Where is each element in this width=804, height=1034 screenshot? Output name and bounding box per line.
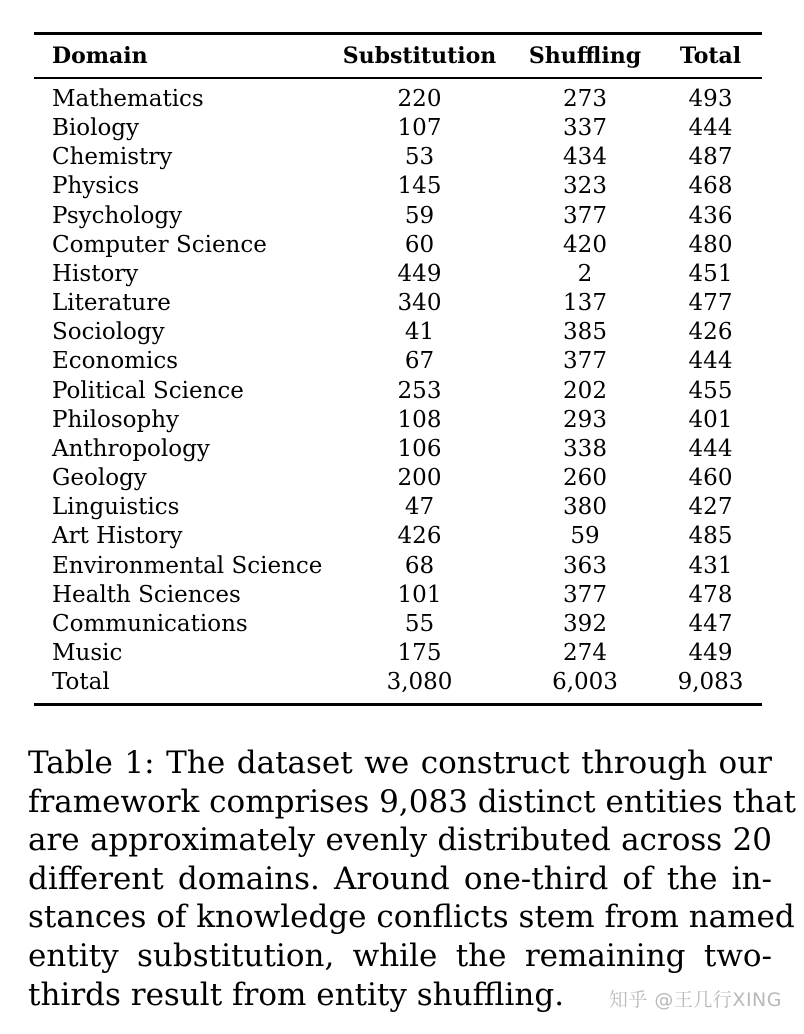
total-cell: 485 bbox=[688, 523, 733, 550]
substitution-cell: 200 bbox=[397, 465, 442, 492]
substitution-cell: 41 bbox=[404, 319, 435, 346]
table-row bbox=[34, 377, 762, 406]
table-row bbox=[34, 172, 762, 201]
total-cell: 449 bbox=[688, 639, 733, 666]
header-total: Total bbox=[679, 43, 742, 69]
domain-cell: Sociology bbox=[52, 319, 165, 346]
total-cell: 480 bbox=[688, 231, 733, 258]
shuffling-cell: 323 bbox=[563, 173, 607, 200]
total-cell: 427 bbox=[688, 494, 733, 521]
substitution-cell: 53 bbox=[404, 144, 435, 171]
table-row bbox=[34, 318, 762, 347]
substitution-cell: 107 bbox=[397, 115, 442, 142]
table-row bbox=[34, 406, 762, 435]
domain-cell: Philosophy bbox=[52, 406, 180, 433]
table-row bbox=[34, 552, 762, 581]
table-row bbox=[34, 435, 762, 464]
table-row bbox=[34, 464, 762, 493]
table-row bbox=[34, 610, 762, 639]
domain-cell: Total bbox=[52, 669, 110, 696]
table-row bbox=[34, 260, 762, 289]
table-row bbox=[34, 639, 762, 668]
shuffling-cell: 2 bbox=[577, 260, 593, 287]
shuffling-cell: 380 bbox=[563, 494, 607, 521]
substitution-cell: 253 bbox=[397, 377, 442, 404]
total-cell: 444 bbox=[688, 435, 733, 462]
shuffling-cell: 363 bbox=[563, 552, 607, 579]
substitution-cell: 3,080 bbox=[386, 669, 453, 696]
shuffling-cell: 385 bbox=[563, 319, 607, 346]
total-cell: 447 bbox=[688, 610, 733, 637]
domain-cell: Economics bbox=[52, 348, 179, 375]
table-row bbox=[34, 289, 762, 318]
shuffling-cell: 338 bbox=[563, 435, 607, 462]
header-shuffling: Shuffling bbox=[528, 43, 642, 69]
caption-line: are approximately evenly distributed across 20 bbox=[28, 822, 772, 859]
substitution-cell: 145 bbox=[397, 173, 442, 200]
domain-cell: History bbox=[52, 260, 139, 287]
substitution-cell: 449 bbox=[397, 260, 442, 287]
total-cell: 478 bbox=[688, 581, 733, 608]
domain-cell: Art History bbox=[52, 523, 183, 550]
domain-cell: Mathematics bbox=[52, 86, 204, 112]
substitution-cell: 106 bbox=[397, 435, 442, 462]
total-cell: 493 bbox=[688, 86, 733, 112]
table-row bbox=[34, 522, 762, 551]
domain-cell: Anthropology bbox=[52, 435, 210, 462]
table-header-row bbox=[34, 35, 762, 77]
shuffling-cell: 377 bbox=[563, 581, 607, 608]
domain-cell: Political Science bbox=[52, 377, 244, 404]
total-cell: 468 bbox=[688, 173, 733, 200]
substitution-cell: 59 bbox=[404, 202, 435, 229]
caption-line: thirds result from entity shuffling. bbox=[28, 976, 565, 1013]
table-row bbox=[34, 79, 762, 114]
table-row bbox=[34, 231, 762, 260]
domain-cell: Linguistics bbox=[52, 494, 180, 521]
domain-cell: Physics bbox=[52, 173, 140, 200]
total-cell: 426 bbox=[688, 319, 733, 346]
table-bottom-rule bbox=[34, 703, 762, 706]
total-cell: 444 bbox=[688, 115, 733, 142]
caption-line: Table 1: The dataset we construct through our bbox=[28, 745, 772, 781]
table-row bbox=[34, 202, 762, 231]
table-row bbox=[34, 581, 762, 610]
header-domain: Domain bbox=[52, 43, 148, 69]
substitution-cell: 340 bbox=[397, 290, 442, 317]
shuffling-cell: 6,003 bbox=[552, 669, 618, 696]
caption-line: stances of knowledge conflicts stem from named bbox=[28, 899, 795, 936]
domain-cell: Biology bbox=[52, 115, 140, 142]
table-row bbox=[34, 143, 762, 172]
substitution-cell: 67 bbox=[404, 348, 435, 375]
total-cell: 451 bbox=[688, 260, 733, 287]
watermark: 知乎 @王几行XING bbox=[608, 989, 782, 1011]
substitution-cell: 108 bbox=[397, 406, 442, 433]
total-cell: 431 bbox=[688, 552, 733, 579]
substitution-cell: 55 bbox=[404, 610, 435, 637]
shuffling-cell: 274 bbox=[563, 639, 607, 666]
table-header bbox=[34, 35, 762, 79]
shuffling-cell: 202 bbox=[563, 377, 607, 404]
total-cell: 401 bbox=[688, 406, 733, 433]
caption-line: entity substitution, while the remaining two- bbox=[28, 937, 772, 974]
domain-cell: Communications bbox=[52, 610, 248, 637]
domain-cell: Computer Science bbox=[52, 231, 267, 258]
total-cell: 487 bbox=[688, 144, 733, 171]
table-body bbox=[34, 79, 762, 703]
total-cell: 460 bbox=[688, 465, 733, 492]
total-cell: 444 bbox=[688, 348, 733, 375]
data-table-container bbox=[34, 32, 762, 706]
domain-cell: Environmental Science bbox=[52, 552, 323, 579]
table-caption bbox=[28, 744, 796, 1014]
substitution-cell: 68 bbox=[404, 552, 435, 579]
domain-table bbox=[34, 35, 762, 703]
shuffling-cell: 434 bbox=[563, 144, 607, 171]
substitution-cell: 101 bbox=[397, 581, 442, 608]
total-cell: 436 bbox=[688, 202, 733, 229]
shuffling-cell: 392 bbox=[563, 610, 607, 637]
total-cell: 477 bbox=[688, 290, 733, 317]
domain-cell: Literature bbox=[52, 290, 171, 317]
substitution-cell: 175 bbox=[397, 639, 442, 666]
substitution-cell: 60 bbox=[404, 231, 435, 258]
substitution-cell: 47 bbox=[404, 494, 435, 521]
total-cell: 455 bbox=[688, 377, 733, 404]
table-row bbox=[34, 114, 762, 143]
caption-line: different domains. Around one-third of the in- bbox=[28, 860, 772, 897]
substitution-cell: 220 bbox=[397, 86, 442, 112]
shuffling-cell: 273 bbox=[563, 86, 607, 112]
header-substitution: Substitution bbox=[342, 43, 497, 69]
shuffling-cell: 137 bbox=[563, 290, 607, 317]
domain-cell: Chemistry bbox=[52, 144, 173, 171]
table-row bbox=[34, 493, 762, 522]
shuffling-cell: 293 bbox=[563, 406, 607, 433]
domain-cell: Psychology bbox=[52, 202, 183, 229]
shuffling-cell: 260 bbox=[563, 465, 607, 492]
shuffling-cell: 377 bbox=[563, 348, 607, 375]
domain-cell: Geology bbox=[52, 465, 147, 492]
table-total-row bbox=[34, 668, 762, 703]
caption-line: framework comprises 9,083 distinct entities that bbox=[28, 783, 796, 820]
shuffling-cell: 59 bbox=[570, 523, 600, 550]
domain-cell: Health Sciences bbox=[52, 581, 241, 608]
total-cell: 9,083 bbox=[677, 669, 744, 696]
substitution-cell: 426 bbox=[397, 523, 442, 550]
shuffling-cell: 377 bbox=[563, 202, 607, 229]
shuffling-cell: 420 bbox=[563, 231, 607, 258]
shuffling-cell: 337 bbox=[563, 115, 607, 142]
domain-cell: Music bbox=[52, 639, 123, 666]
table-row bbox=[34, 347, 762, 376]
